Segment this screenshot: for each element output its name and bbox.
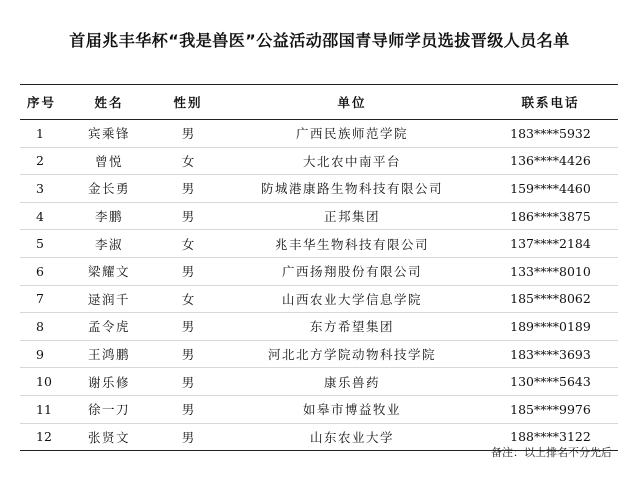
cell-name: 梁耀文	[63, 257, 155, 285]
cell-unit: 防城港康路生物科技有限公司	[221, 175, 483, 203]
roster-table	[20, 84, 618, 451]
cell-phone: 189****0189	[483, 313, 618, 341]
table-row	[20, 285, 618, 313]
table-row	[20, 175, 618, 203]
cell-unit: 康乐兽药	[221, 368, 483, 396]
table-row	[20, 202, 618, 230]
cell-phone: 137****2184	[483, 230, 618, 258]
table-row	[20, 368, 618, 396]
cell-name: 谢乐修	[63, 368, 155, 396]
cell-phone: 188****3122	[483, 423, 618, 451]
cell-index: 8	[20, 313, 63, 341]
column-header-name: 姓名	[63, 85, 155, 120]
cell-phone: 183****3693	[483, 340, 618, 368]
cell-phone: 133****8010	[483, 257, 618, 285]
cell-name: 孟令虎	[63, 313, 155, 341]
table-row	[20, 230, 618, 258]
cell-name: 李鹏	[63, 202, 155, 230]
cell-index: 10	[20, 368, 63, 396]
cell-gender: 女	[155, 147, 221, 175]
cell-name: 曾悦	[63, 147, 155, 175]
cell-unit: 如皋市博益牧业	[221, 395, 483, 423]
cell-unit: 广西扬翔股份有限公司	[221, 257, 483, 285]
cell-gender: 女	[155, 230, 221, 258]
table-body	[20, 120, 618, 451]
cell-gender: 男	[155, 340, 221, 368]
table-row	[20, 257, 618, 285]
cell-index: 12	[20, 423, 63, 451]
cell-name: 金长勇	[63, 175, 155, 203]
cell-phone: 183****5932	[483, 120, 618, 148]
cell-gender: 男	[155, 313, 221, 341]
cell-phone: 159****4460	[483, 175, 618, 203]
cell-name: 张贤文	[63, 423, 155, 451]
column-header-phone: 联系电话	[483, 85, 618, 120]
column-header-index: 序号	[20, 85, 63, 120]
cell-gender: 女	[155, 285, 221, 313]
column-header-unit: 单位	[221, 85, 483, 120]
column-header-gender: 性别	[155, 85, 221, 120]
table-row	[20, 120, 618, 148]
cell-name: 徐一刀	[63, 395, 155, 423]
cell-index: 11	[20, 395, 63, 423]
cell-index: 1	[20, 120, 63, 148]
cell-gender: 男	[155, 175, 221, 203]
table-row	[20, 313, 618, 341]
cell-gender: 男	[155, 395, 221, 423]
cell-unit: 大北农中南平台	[221, 147, 483, 175]
cell-gender: 男	[155, 257, 221, 285]
page-title: 首届兆丰华杯“我是兽医”公益活动邵国青导师学员选拔晋级人员名单	[69, 31, 570, 50]
cell-index: 9	[20, 340, 63, 368]
cell-gender: 男	[155, 120, 221, 148]
cell-gender: 男	[155, 368, 221, 396]
cell-index: 6	[20, 257, 63, 285]
cell-unit: 山东农业大学	[221, 423, 483, 451]
cell-name: 王鸿鹏	[63, 340, 155, 368]
cell-name: 逯润千	[63, 285, 155, 313]
cell-unit: 河北北方学院动物科技学院	[221, 340, 483, 368]
cell-phone: 136****4426	[483, 147, 618, 175]
cell-index: 4	[20, 202, 63, 230]
cell-unit: 正邦集团	[221, 202, 483, 230]
table-header-row	[20, 85, 618, 120]
cell-phone: 185****8062	[483, 285, 618, 313]
cell-unit: 广西民族师范学院	[221, 120, 483, 148]
cell-index: 5	[20, 230, 63, 258]
cell-name: 李淑	[63, 230, 155, 258]
cell-unit: 东方希望集团	[221, 313, 483, 341]
cell-name: 宾乘锋	[63, 120, 155, 148]
table-row	[20, 395, 618, 423]
table-row	[20, 147, 618, 175]
cell-index: 7	[20, 285, 63, 313]
footnote: 备注：以上排名不分先后	[491, 446, 612, 459]
cell-phone: 130****5643	[483, 368, 618, 396]
cell-gender: 男	[155, 202, 221, 230]
table-row	[20, 340, 618, 368]
cell-index: 2	[20, 147, 63, 175]
cell-phone: 186****3875	[483, 202, 618, 230]
cell-phone: 185****9976	[483, 395, 618, 423]
cell-gender: 男	[155, 423, 221, 451]
cell-index: 3	[20, 175, 63, 203]
cell-unit: 山西农业大学信息学院	[221, 285, 483, 313]
cell-unit: 兆丰华生物科技有限公司	[221, 230, 483, 258]
